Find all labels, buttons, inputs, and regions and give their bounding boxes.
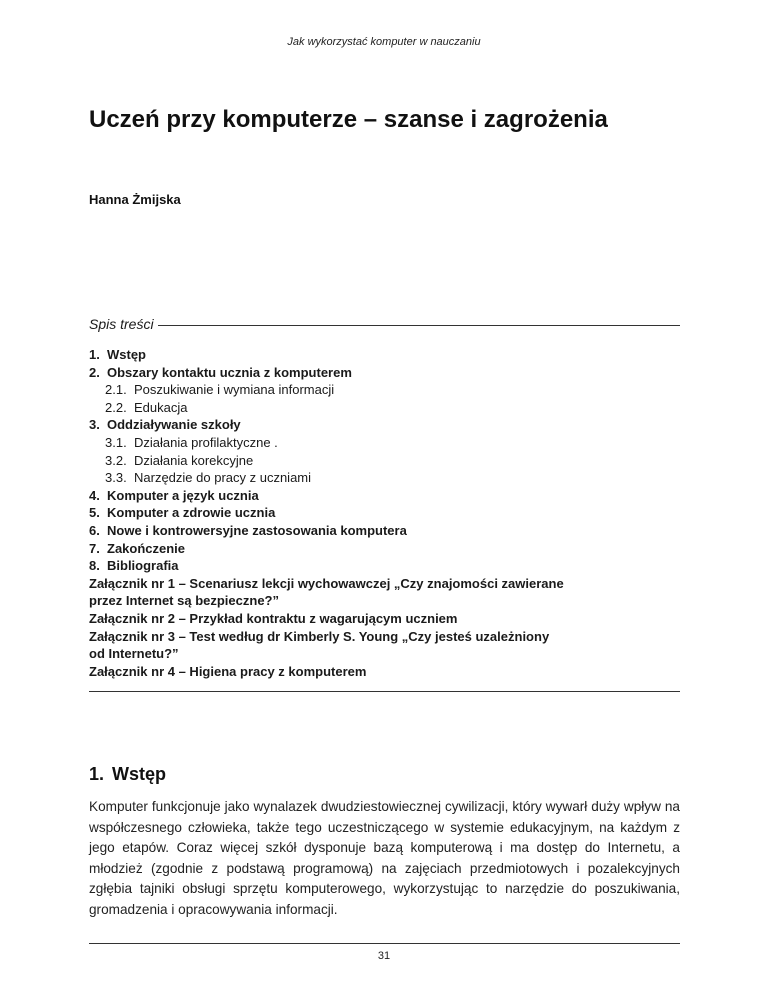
- toc-entry-label: Obszary kontaktu ucznia z komputerem: [107, 364, 352, 380]
- toc-entry-label: Zakończenie: [107, 540, 186, 556]
- toc-entry-number: 2.2.: [105, 399, 127, 415]
- toc-entry-number: 7.: [89, 540, 100, 556]
- toc-annex-line: Załącznik nr 2 – Przykład kontraktu z wagarującym uczniem: [89, 610, 458, 626]
- toc-entry-label: Działania profilaktyczne .: [134, 434, 278, 450]
- section-number: 1.: [89, 764, 105, 784]
- toc-entry-number: 2.: [89, 364, 100, 380]
- toc-entry-label: Bibliografia: [107, 558, 179, 574]
- toc-subentry: [89, 399, 680, 417]
- page-number: 31: [377, 950, 391, 962]
- toc-entry: [89, 504, 680, 522]
- toc-annex: [89, 610, 680, 628]
- body-paragraph: Komputer funkcjonuje jako wynalazek dwudziestowiecznej cywilizacji, który wywarł duży wpływ na współczesnego człowieka, także tego uczestniczącego w systemie edukacyjnym, na każdym z jego etapów. Coraz więcej szkół dysponuje bazą komputerową i ma dostęp do Internetu, a młodzież (zgodnie z podstawą programową) na zajęciach przedmiotowych i pozalekcyjnych zgłębia tajniki obsługi sprzętu komputerowego, wykorzystując to narzędzie do poszukiwania, gromadzenia i opracowywania informacji.: [89, 799, 680, 917]
- toc-annex-line: Załącznik nr 1 – Scenariusz lekcji wychowawczej „Czy znajomości zawierane: [89, 575, 564, 591]
- toc-subentry: [89, 381, 680, 399]
- toc-entry-number: 3.1.: [105, 434, 127, 450]
- toc-entry-number: 3.3.: [105, 470, 127, 486]
- toc-entry-label: Komputer a język ucznia: [107, 487, 259, 503]
- toc-heading-rule: [158, 325, 680, 326]
- toc-entry-label: Komputer a zdrowie ucznia: [107, 505, 276, 521]
- toc-entry: [89, 346, 680, 364]
- toc-entry-label: Narzędzie do pracy z uczniami: [134, 470, 312, 486]
- toc-annex-line: Załącznik nr 4 – Higiena pracy z komputerem: [89, 663, 367, 679]
- toc-entry-number: 1.: [89, 347, 100, 362]
- table-of-contents: [89, 346, 680, 680]
- toc-entry-number: 3.2.: [105, 452, 127, 468]
- toc-annex: [89, 628, 680, 663]
- article-title: Uczeń przy komputerze – szanse i zagrożenia: [89, 106, 608, 133]
- toc-entry-number: 6.: [89, 522, 100, 538]
- toc-annex-line: przez Internet są bezpieczne?”: [89, 593, 279, 609]
- toc-subentry: [89, 452, 680, 470]
- article-author: Hanna Żmijska: [89, 192, 181, 207]
- toc-annex-line: Załącznik nr 3 – Test według dr Kimberly S. Young „Czy jesteś uzależniony: [89, 628, 550, 644]
- toc-entry: [89, 416, 680, 434]
- toc-heading-row: [89, 316, 680, 332]
- toc-subentry: [89, 469, 680, 487]
- toc-entry: [89, 522, 680, 540]
- toc-entry: [89, 557, 680, 575]
- footer-rule: [89, 943, 680, 944]
- toc-annex: [89, 663, 680, 681]
- toc-entry-label: Nowe i kontrowersyjne zastosowania komputera: [107, 522, 407, 538]
- toc-entry-number: 8.: [89, 558, 100, 574]
- toc-entry-number: 3.: [89, 417, 100, 433]
- toc-annex: [89, 575, 680, 610]
- toc-entry-number: 2.1.: [105, 382, 127, 398]
- toc-entry-label: Oddziaływanie szkoły: [107, 417, 241, 433]
- running-header: Jak wykorzystać komputer w nauczaniu: [287, 36, 481, 48]
- toc-heading: Spis treści: [89, 316, 154, 332]
- toc-entry-number: 4.: [89, 487, 100, 503]
- section-title: Wstęp: [112, 764, 167, 784]
- toc-entry-label: Działania korekcyjne: [134, 452, 254, 468]
- toc-entry-label: Edukacja: [134, 399, 188, 415]
- toc-entry-label: Wstęp: [107, 347, 146, 362]
- toc-entry: [89, 487, 680, 505]
- toc-entry-number: 5.: [89, 505, 100, 521]
- toc-bottom-rule: [89, 691, 680, 692]
- toc-annex-line: od Internetu?”: [89, 646, 179, 662]
- toc-entry: [89, 364, 680, 382]
- section-heading: [89, 764, 166, 785]
- toc-subentry: [89, 434, 680, 452]
- toc-entry: [89, 540, 680, 558]
- toc-entry-label: Poszukiwanie i wymiana informacji: [134, 382, 335, 398]
